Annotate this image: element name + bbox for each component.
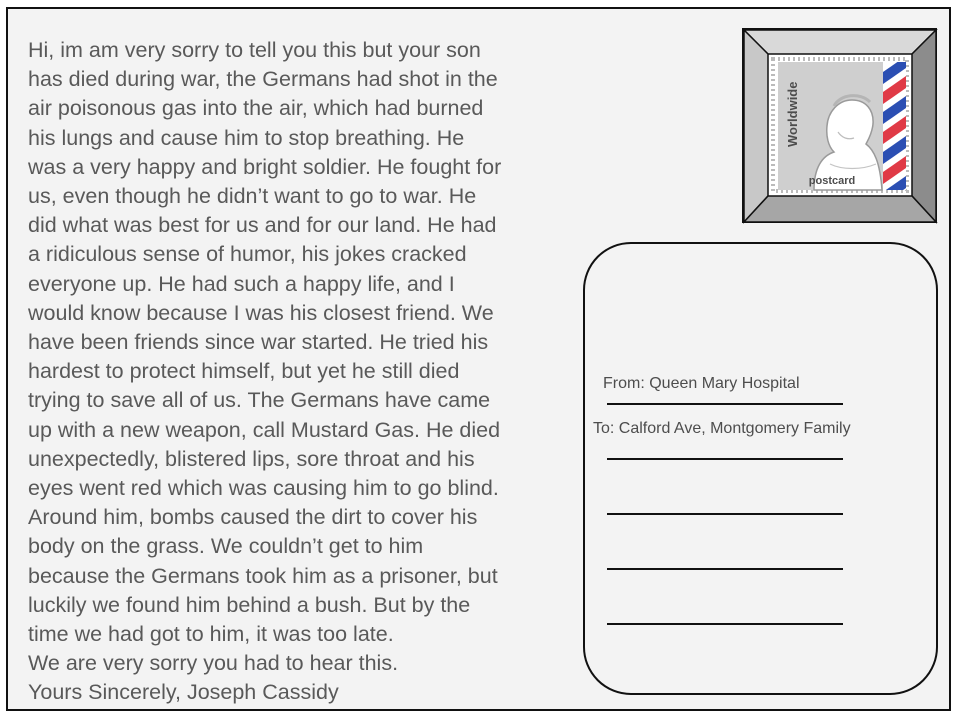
airmail-stripes [883,56,906,204]
address-box [583,242,938,695]
address-line [607,568,843,570]
from-address: From: Queen Mary Hospital [603,375,800,392]
address-line [607,458,843,460]
stamp-vertical-text: Worldwide [785,81,800,147]
address-line [607,623,843,625]
to-address: To: Calford Ave, Montgomery Family [593,420,851,437]
letter-body: Hi, im am very sorry to tell you this but your son has died during war, the Germans had shot in the air poisonous gas into the air, which had burned his lungs and cause him to stop breathing. He was a very happy and bright soldier. He fought for us, even though he didn’t want to go to war. He did what was best for us and for our land. He had a ridiculous sense of humor, his jokes cracked everyone up. He had such a happy life, and I would know because I was his closest friend. We have been friends since war started. He tried his hardest to protect himself, but yet he still died trying to save all of us. The Germans have came up with a new weapon, call Mustard Gas. He died unexpectedly, blistered lips, sore throat and his eyes went red which was causing him to go blind. Around him, bombs caused the dirt to cover his body on the grass. We couldn’t get to him because the Germans took him as a prisoner, but luckily we found him behind a bush. But by the time we had got to him, it was too late. We are very sorry you had to hear this. Yours Sincerely, Joseph Cassidy [28,38,502,705]
address-line [607,403,843,405]
stamp-frame [742,28,938,224]
address-line [607,513,843,515]
stamp-caption: postcard [808,175,856,187]
postage-stamp [769,55,911,204]
